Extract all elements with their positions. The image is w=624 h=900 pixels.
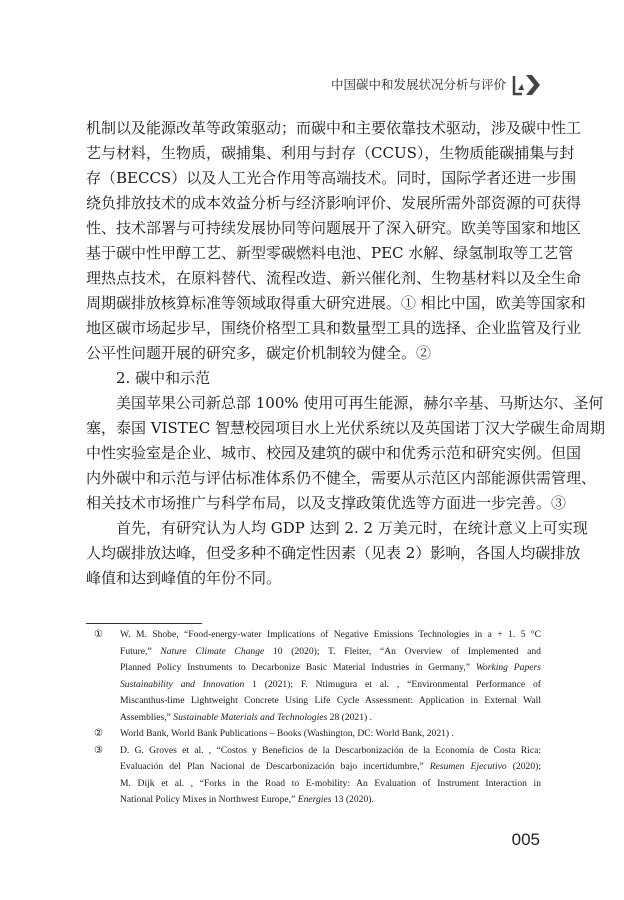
citation-text: National Policy Mixes in Northwest Europe,” [120, 794, 298, 805]
footnote-line [120, 644, 541, 661]
text-line: 机制以及能源改革等政策驱动；而碳中和主要依靠技术驱动，涉及碳中性工 [86, 119, 582, 137]
paragraph-3 [86, 516, 588, 591]
paragraph-2 [86, 391, 606, 516]
citation-text: 1 (2021); F. Ntimugura et al. , “Environmental Performance of [244, 678, 541, 690]
text-line: 基于碳中性甲醇工艺、新型零碳燃料电池、PEC 水解、绿氢制取等工艺管 [86, 244, 574, 262]
footnotes [86, 627, 541, 809]
citation-text: Planned Policy Instruments to Decarbonize Basic Material Industries in Germany,” [120, 662, 476, 673]
text-line: 公平性问题开展的研究多，碳定价机制较为健全。② [86, 344, 432, 362]
citation-text: Future,” [120, 645, 161, 657]
citation-title: Resumen Ejecutivo [429, 761, 507, 772]
footnote-line [120, 776, 541, 793]
text-line: 理热点技术，在原料替代、流程改造、新兴催化剂、生物基材料以及全生命 [86, 269, 582, 287]
footnote-line [120, 677, 541, 694]
footnote [86, 726, 541, 743]
citation-title: Nature Climate Change [160, 645, 265, 657]
text-line: 相关技术市场推广与科学布局，以及支撑政策优选等方面进一步完善。③ [86, 494, 567, 512]
text-line: 内外碳中和示范与评估标准体系仍不健全，需要从示范区内部能源供需管理、 [86, 469, 597, 487]
footnote-line [120, 743, 541, 760]
citation-title: Sustainable Materials and Technologies [173, 711, 328, 723]
text-line: 人均碳排放达峰，但受多种不确定性因素（见表 2）影响，各国人均碳排放 [86, 544, 581, 562]
footnote [86, 627, 541, 726]
citation-text: Miscanthus-lime Lightweight Concrete Using Life Cycle Assessment: Application in External Wall [120, 695, 541, 706]
footnote-line [120, 660, 541, 677]
citation-title: Working Papers [475, 662, 541, 673]
citation-text: 28 (2021) . [327, 711, 373, 723]
citation-text: M. Dijk et al. , “Forks in the Road to E-mobility: An Evaluation of Instrument Interaction in [120, 777, 541, 789]
citation-text: 13 (2020). [331, 794, 374, 805]
paragraph-1 [86, 116, 586, 366]
footnote-line [120, 792, 541, 809]
citation-text: D. G. Groves et al. , “Costos y Beneficios de la Descarbonización de la Economía de Costa Rica: [120, 744, 541, 756]
citation-title: Energies [297, 794, 332, 805]
footnote [86, 743, 541, 809]
text-line: 首先，有研究认为人均 GDP 达到 2. 2 万美元时，在统计意义上可实现 [116, 519, 588, 537]
footnote-number: ① [94, 629, 103, 640]
citation-text: (2020); [506, 761, 541, 772]
footnote-line [120, 759, 541, 776]
text-line: 塞，泰国 VISTEC 智慧校园项目水上光伏系统以及英国诺丁汉大学碳生命周期 [86, 419, 606, 437]
section-heading: 2. 碳中和示范 [116, 369, 211, 387]
footnote-divider [86, 623, 202, 624]
citation-title: Sustainability and Innovation [120, 678, 245, 690]
text-line: 周期碳排放核算标准等领域取得重大研究进展。① 相比中国，欧美等国家和 [86, 294, 586, 312]
text-line: 美国苹果公司新总部 100% 使用可再生能源，赫尔辛基、马斯达尔、圣何 [116, 394, 604, 412]
citation-text: 10 (2020); T. Fleiter, “An Overview of Implemented and [264, 645, 541, 657]
page-number: 005 [511, 830, 540, 849]
citation-text: World Bank, World Bank Publications – Books (Washington, DC: World Bank, 2021) . [120, 728, 454, 739]
text-line: 存（BECCS）以及人工光合作用等高端技术。同时，国际学者还进一步围 [86, 169, 577, 187]
text-line: 艺与材料，生物质，碳捕集、利用与封存（CCUS），生物质能碳捕集与封 [86, 144, 575, 162]
citation-text: Evaluación del Plan Nacional de Descarbonización bajo incertidumbre,” [120, 761, 430, 772]
footnote-number: ② [94, 728, 103, 739]
chapter-arrow-icon [512, 72, 542, 98]
text-line: 绕负排放技术的成本效益分析与经济影响评价、发展所需外部资源的可获得 [86, 194, 582, 212]
footnote-line [120, 627, 541, 644]
running-head: 中国碳中和发展状况分析与评价 [330, 77, 506, 92]
citation-text: Assemblies,” [120, 711, 174, 723]
text-line: 性、技术部署与可持续发展协同等问题展开了深入研究。欧美等国家和地区 [86, 219, 582, 237]
footnote-line [120, 726, 541, 743]
footnote-number: ③ [94, 744, 103, 756]
text-line: 峰值和达到峰值的年份不同。 [86, 569, 282, 587]
footnote-line [120, 710, 541, 727]
footnote-line [120, 693, 541, 710]
text-line: 地区碳市场起步早，围绕价格型工具和数量型工具的选择、企业监管及行业 [86, 319, 582, 337]
text-line: 中性实验室是企业、城市、校园及建筑的碳中和优秀示范和研究实例。但国 [86, 444, 582, 462]
citation-text: W. M. Shobe, “Food-energy-water Implications of Negative Emissions Technologies in a + 1. 5 °C [120, 629, 541, 640]
